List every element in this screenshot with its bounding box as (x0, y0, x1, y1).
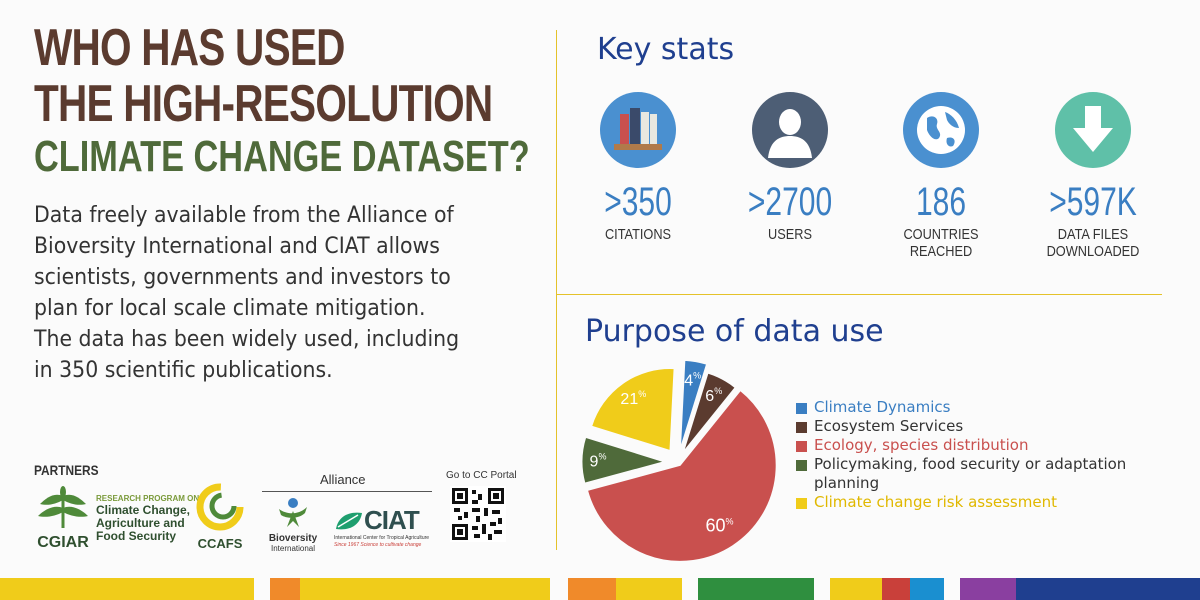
legend-item (796, 493, 1144, 512)
stat-value: 186 (915, 180, 967, 224)
ccafs-program-line: Food Security (96, 529, 177, 543)
cgiar-logo[interactable] (34, 484, 92, 551)
ccafs-program-text (96, 494, 199, 543)
legend-swatch (796, 422, 807, 433)
description-line: Bioversity International and CIAT allows (34, 234, 440, 259)
legend-label: Climate Dynamics (814, 398, 951, 416)
ciat-leaf-icon (334, 509, 364, 533)
stat-label-line: DOWNLOADED (1046, 243, 1140, 260)
stat-downloads (1018, 92, 1168, 260)
qr-code[interactable] (450, 486, 506, 542)
pie-data-label: 4% (684, 370, 702, 390)
portal-label: Go to CC Portal (446, 470, 517, 481)
ccafs-logo[interactable] (192, 482, 248, 550)
cgiar-name: CGIAR (37, 534, 89, 551)
description (34, 200, 480, 386)
legend-label: Climate change risk assessment (814, 493, 1057, 511)
ccafs-program-line: Climate Change, (96, 503, 191, 517)
pie-data-label: 9% (589, 451, 607, 471)
ciat-name: CIAT (364, 505, 419, 535)
alliance-label: Alliance (320, 472, 366, 487)
legend-label: Policymaking, food security or adaptation planning (814, 455, 1127, 492)
footer-bar (300, 578, 550, 600)
stat-label (1029, 226, 1157, 260)
key-stats-title: Key stats (597, 32, 735, 67)
ciat-since: Since 1967 Science to cultivate change (334, 542, 422, 548)
ciat-subtitle: International Center for Tropical Agriculture (334, 535, 430, 541)
footer-bar (0, 578, 254, 600)
legend-swatch (796, 403, 807, 414)
horizontal-divider (556, 294, 1162, 295)
stat-value: >597K (1049, 180, 1137, 224)
description-line: scientists, governments and investors to (34, 265, 451, 290)
description-line: in 350 scientific publications. (34, 358, 333, 383)
pie-slice (592, 369, 674, 451)
partners-label: PARTNERS (34, 462, 99, 478)
pie-data-label: 21% (620, 389, 647, 409)
legend-item (796, 436, 1144, 455)
stat-citations (563, 92, 713, 243)
legend-swatch (796, 460, 807, 471)
ccafs-program-line: Agriculture and (96, 516, 185, 530)
footer-bar (616, 578, 682, 600)
footer-bar (1016, 578, 1200, 600)
legend-label: Ecosystem Services (814, 417, 964, 435)
description-line: plan for local scale climate mitigation. (34, 296, 426, 321)
ccafs-name: CCAFS (197, 536, 243, 551)
footer-bar (568, 578, 616, 600)
stat-label-line: REACHED (909, 243, 973, 260)
globe-icon (903, 92, 979, 168)
legend-item (796, 417, 1144, 436)
wheat-icon (34, 484, 92, 530)
alliance-divider (262, 491, 432, 492)
description-line: The data has been widely used, including (34, 327, 460, 352)
bioversity-sub: International (270, 544, 316, 553)
pie-data-label: 6% (705, 385, 723, 405)
stat-countries (866, 92, 1016, 260)
legend-item (796, 398, 1144, 417)
user-icon (752, 92, 828, 168)
stat-label-line: DATA FILES (1057, 226, 1129, 243)
stat-label (877, 226, 1005, 260)
ciat-logo[interactable] (334, 507, 434, 551)
legend-swatch (796, 498, 807, 509)
pie-chart (552, 356, 792, 566)
title-line-2: THE HIGH-RESOLUTION (34, 75, 493, 133)
bioversity-figure-icon (273, 497, 313, 529)
download-icon (1055, 92, 1131, 168)
footer-bar (830, 578, 882, 600)
legend-swatch (796, 441, 807, 452)
stat-label: CITATIONS (604, 226, 672, 243)
title-line-1: WHO HAS USED (34, 19, 345, 77)
stat-label-line: COUNTRIES (903, 226, 979, 243)
legend-label: Ecology, species distribution (814, 436, 1029, 454)
bioversity-logo[interactable] (262, 497, 324, 551)
books-icon (600, 92, 676, 168)
stat-value: >350 (604, 180, 672, 224)
footer-bar (960, 578, 1016, 600)
ccafs-program-line: RESEARCH PROGRAM ON (96, 494, 200, 503)
footer-bar (698, 578, 814, 600)
chart-title: Purpose of data use (585, 314, 884, 349)
stat-label: USERS (768, 226, 812, 243)
chart-legend (796, 398, 1144, 512)
legend-item (796, 455, 1144, 493)
title-line-3: CLIMATE CHANGE DATASET? (34, 132, 530, 181)
description-line: Data freely available from the Alliance of (34, 203, 454, 228)
pie-data-label: 60% (705, 515, 734, 536)
stat-users (715, 92, 865, 243)
footer-bar (910, 578, 944, 600)
ccafs-swirl-icon (195, 482, 245, 532)
footer-bar (270, 578, 300, 600)
bioversity-name: Bioversity (268, 533, 318, 544)
stat-value: >2700 (747, 180, 833, 224)
footer-bar (882, 578, 910, 600)
